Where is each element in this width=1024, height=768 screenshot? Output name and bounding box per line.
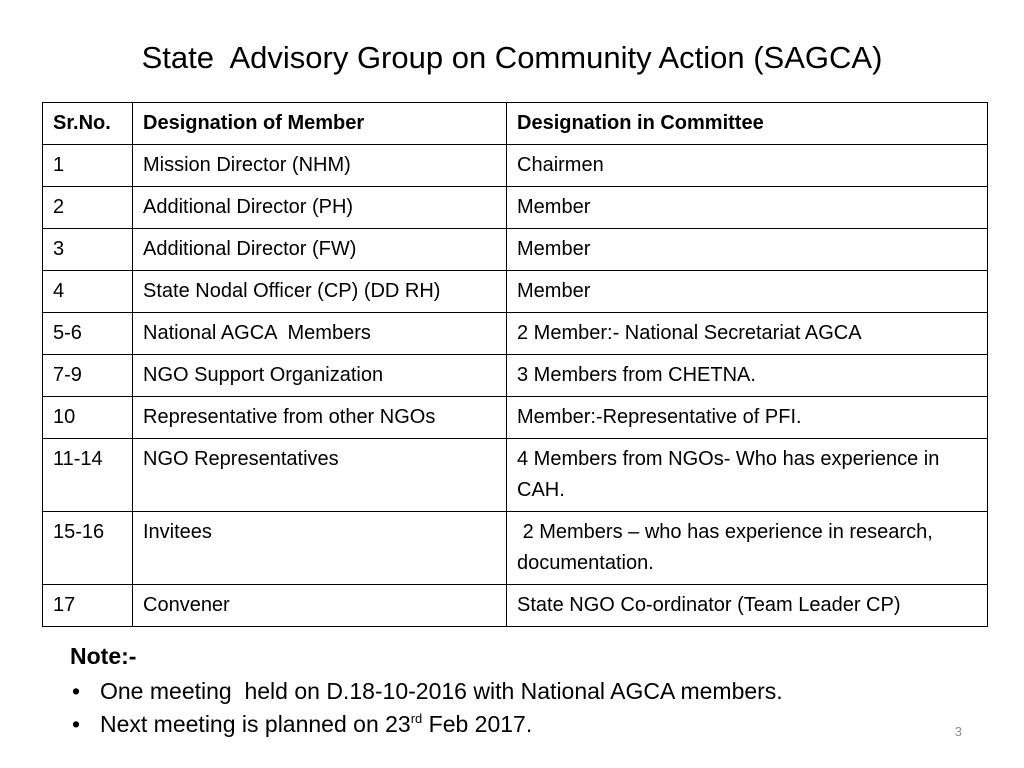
cell-member-designation: Mission Director (NHM) bbox=[133, 145, 507, 187]
cell-sr-no: 1 bbox=[43, 145, 133, 187]
cell-member-designation: Invitees bbox=[133, 512, 507, 585]
cell-sr-no: 3 bbox=[43, 229, 133, 271]
table-row bbox=[43, 229, 988, 271]
header-designation-of-member: Designation of Member bbox=[133, 103, 507, 145]
page-number: 3 bbox=[954, 724, 962, 739]
cell-sr-no: 4 bbox=[43, 271, 133, 313]
note-text-end: Feb 2017. bbox=[422, 711, 533, 737]
cell-committee-designation: 3 Members from CHETNA. bbox=[507, 355, 988, 397]
header-designation-in-committee: Designation in Committee bbox=[507, 103, 988, 145]
notes-title: Note:- bbox=[70, 643, 137, 669]
note-item bbox=[72, 708, 783, 741]
cell-committee-designation: 4 Members from NGOs- Who has experience in CAH. bbox=[507, 439, 988, 512]
cell-sr-no: 11-14 bbox=[43, 439, 133, 512]
table-row bbox=[43, 355, 988, 397]
cell-sr-no: 10 bbox=[43, 397, 133, 439]
cell-sr-no: 17 bbox=[43, 585, 133, 627]
table-row bbox=[43, 187, 988, 229]
committee-table bbox=[42, 102, 988, 627]
cell-sr-no: 15-16 bbox=[43, 512, 133, 585]
cell-committee-designation: 2 Member:- National Secretariat AGCA bbox=[507, 313, 988, 355]
table-row bbox=[43, 145, 988, 187]
bullet-icon: • bbox=[72, 678, 81, 704]
cell-member-designation: Additional Director (FW) bbox=[133, 229, 507, 271]
table-header-row bbox=[43, 103, 988, 145]
note-item bbox=[72, 675, 783, 708]
cell-sr-no: 5-6 bbox=[43, 313, 133, 355]
cell-committee-designation: Member:-Representative of PFI. bbox=[507, 397, 988, 439]
cell-committee-designation: Member bbox=[507, 271, 988, 313]
cell-member-designation: NGO Representatives bbox=[133, 439, 507, 512]
bullet-icon: • bbox=[72, 711, 81, 737]
cell-committee-designation: Member bbox=[507, 229, 988, 271]
note-text-start: Next meeting is planned on 23 bbox=[100, 711, 411, 737]
cell-member-designation: National AGCA Members bbox=[133, 313, 507, 355]
slide-title: State Advisory Group on Community Action (SAGCA) bbox=[141, 40, 883, 75]
table-row bbox=[43, 585, 988, 627]
cell-committee-designation: 2 Members – who has experience in research, documentation. bbox=[507, 512, 988, 585]
table-row bbox=[43, 271, 988, 313]
cell-committee-designation: Chairmen bbox=[507, 145, 988, 187]
table-row bbox=[43, 313, 988, 355]
table-row bbox=[43, 512, 988, 585]
header-sr-no: Sr.No. bbox=[43, 103, 133, 145]
notes-list bbox=[70, 675, 783, 741]
cell-sr-no: 2 bbox=[43, 187, 133, 229]
note-text: One meeting held on D.18-10-2016 with National AGCA members. bbox=[100, 678, 783, 704]
cell-sr-no: 7-9 bbox=[43, 355, 133, 397]
ordinal-suffix: rd bbox=[410, 711, 423, 726]
cell-member-designation: Representative from other NGOs bbox=[133, 397, 507, 439]
notes-section bbox=[70, 640, 783, 741]
table-row bbox=[43, 397, 988, 439]
cell-committee-designation: Member bbox=[507, 187, 988, 229]
cell-member-designation: Convener bbox=[133, 585, 507, 627]
cell-committee-designation: State NGO Co-ordinator (Team Leader CP) bbox=[507, 585, 988, 627]
table-row bbox=[43, 439, 988, 512]
cell-member-designation: Additional Director (PH) bbox=[133, 187, 507, 229]
cell-member-designation: State Nodal Officer (CP) (DD RH) bbox=[133, 271, 507, 313]
cell-member-designation: NGO Support Organization bbox=[133, 355, 507, 397]
